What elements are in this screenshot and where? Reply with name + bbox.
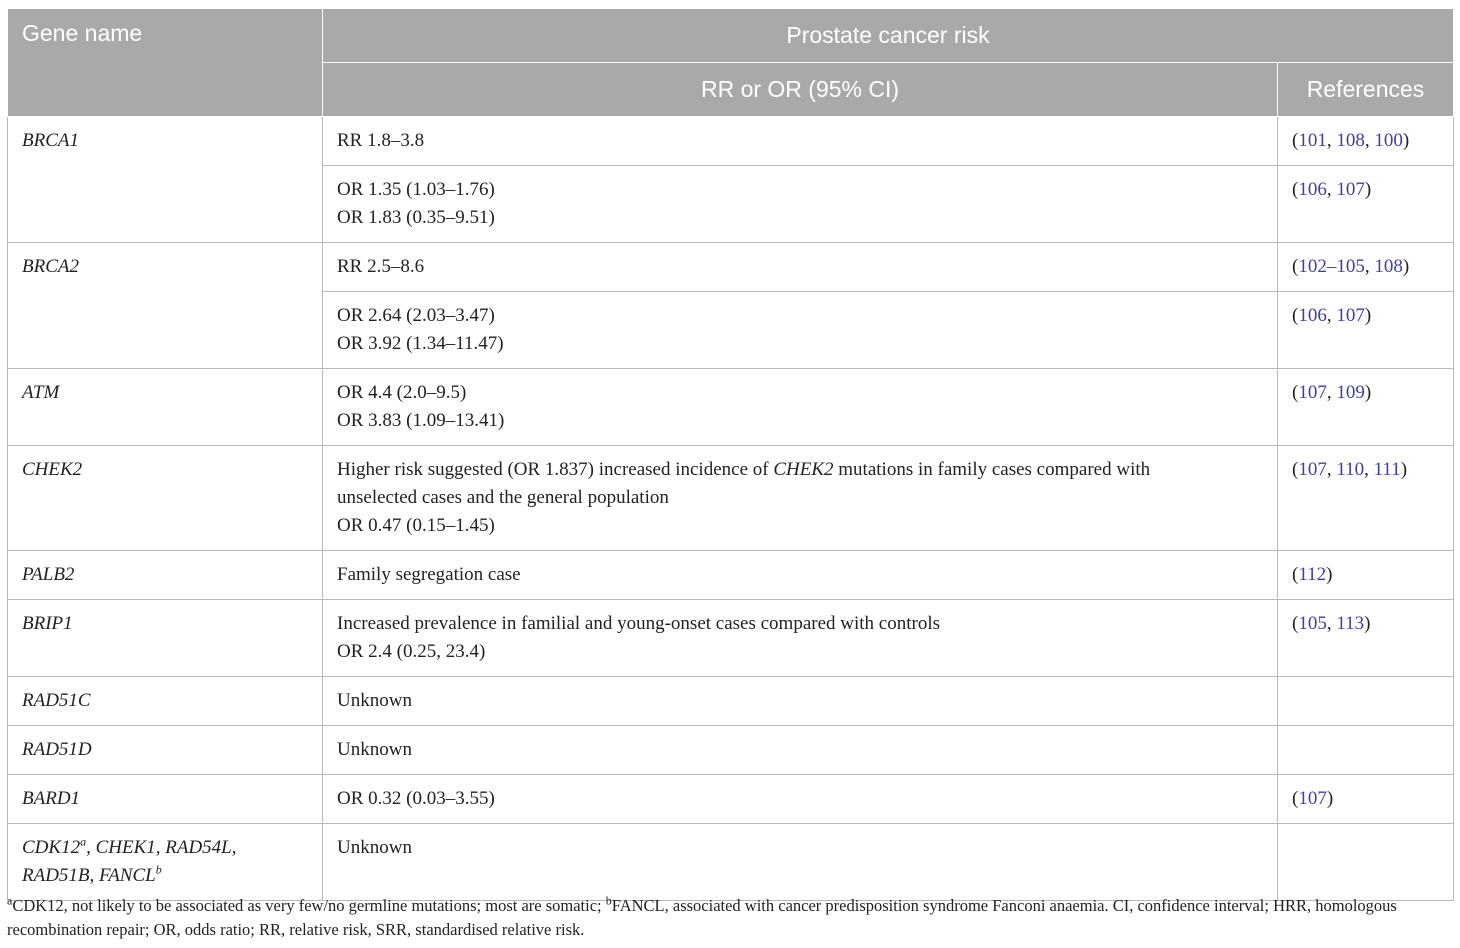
reference-link[interactable]: 107 xyxy=(1336,305,1365,326)
risk-value-cell xyxy=(323,243,1278,292)
risk-value-line: OR 0.47 (0.15–1.45) xyxy=(337,515,495,536)
risk-value-line: Increased prevalence in familial and young-onset cases compared with controls xyxy=(337,613,941,634)
reference-link[interactable]: 100 xyxy=(1374,130,1403,151)
risk-value-cell xyxy=(323,775,1278,824)
table-row xyxy=(8,775,1454,824)
reference-link[interactable]: 101 xyxy=(1298,130,1327,151)
header-prostate-cancer-risk: Prostate cancer risk xyxy=(323,9,1454,63)
references-cell: (105, 113) xyxy=(1278,600,1454,677)
footnote-a-text: CDK12, not likely to be associated as very few/no germline mutations; most are somatic; xyxy=(12,896,606,915)
table-row xyxy=(8,369,1454,446)
risk-value-line: Family segregation case xyxy=(337,564,521,585)
reference-link[interactable]: 106 xyxy=(1298,305,1327,326)
table-row xyxy=(8,726,1454,775)
references-cell: (102–105, 108) xyxy=(1278,243,1454,292)
risk-value-line: unselected cases and the general population xyxy=(337,487,669,508)
footnote-mark-b: b xyxy=(605,893,612,908)
references-cell: (112) xyxy=(1278,551,1454,600)
reference-link[interactable]: 105 xyxy=(1298,613,1327,634)
gene-cell: BARD1 xyxy=(8,775,323,824)
gene-risk-table xyxy=(7,8,1454,901)
risk-value-line: RR 2.5–8.6 xyxy=(337,256,425,277)
header-gene-name: Gene name xyxy=(8,9,323,117)
references-cell xyxy=(1278,726,1454,775)
gene-cell: BRIP1 xyxy=(8,600,323,677)
risk-value-line: OR 1.83 (0.35–9.51) xyxy=(337,207,495,228)
risk-value-cell xyxy=(323,600,1278,677)
reference-link[interactable]: 107 xyxy=(1298,459,1327,480)
risk-value-line: OR 2.4 (0.25, 23.4) xyxy=(337,641,486,662)
gene-cell: BRCA2 xyxy=(8,243,323,369)
reference-link[interactable]: 109 xyxy=(1336,382,1365,403)
risk-value-line: OR 3.92 (1.34–11.47) xyxy=(337,333,504,354)
references-cell: (107) xyxy=(1278,775,1454,824)
table-row xyxy=(8,117,1454,166)
reference-link[interactable]: 107 xyxy=(1298,382,1327,403)
reference-link[interactable]: 107 xyxy=(1298,788,1327,809)
references-cell xyxy=(1278,824,1454,901)
table-container xyxy=(7,8,1453,901)
reference-link[interactable]: 102–105 xyxy=(1298,256,1365,277)
footnote-mark: b xyxy=(155,862,162,877)
risk-value-cell xyxy=(323,117,1278,166)
risk-value-line: OR 0.32 (0.03–3.55) xyxy=(337,788,495,809)
header-rr-or: RR or OR (95% CI) xyxy=(323,63,1278,117)
reference-link[interactable]: 107 xyxy=(1336,179,1365,200)
references-cell: (106, 107) xyxy=(1278,292,1454,369)
risk-value-line: RR 1.8–3.8 xyxy=(337,130,425,151)
footnote-mark: a xyxy=(80,834,87,849)
reference-link[interactable]: 110 xyxy=(1336,459,1365,480)
table-row xyxy=(8,824,1454,901)
table-footnote xyxy=(7,894,1453,942)
risk-value-line: Unknown xyxy=(337,690,412,711)
reference-link[interactable]: 111 xyxy=(1373,459,1401,480)
gene-cell: CHEK2 xyxy=(8,446,323,551)
reference-link[interactable]: 106 xyxy=(1298,179,1327,200)
risk-value-line: Unknown xyxy=(337,739,412,760)
risk-value-cell xyxy=(323,166,1278,243)
references-cell: (106, 107) xyxy=(1278,166,1454,243)
risk-value-cell xyxy=(323,551,1278,600)
reference-link[interactable]: 108 xyxy=(1374,256,1403,277)
risk-value-line: OR 4.4 (2.0–9.5) xyxy=(337,382,467,403)
reference-link[interactable]: 113 xyxy=(1336,613,1365,634)
gene-cell: ATM xyxy=(8,369,323,446)
gene-cell: PALB2 xyxy=(8,551,323,600)
footnote-mark-a: a xyxy=(7,893,13,908)
risk-value-line: OR 2.64 (2.03–3.47) xyxy=(337,305,495,326)
table-row xyxy=(8,677,1454,726)
gene-name-part: RAD51B, FANCL xyxy=(22,865,156,886)
references-cell: (101, 108, 100) xyxy=(1278,117,1454,166)
header-references: References xyxy=(1278,63,1454,117)
gene-name-part: , CHEK1, RAD54L, xyxy=(86,837,237,858)
table-row xyxy=(8,243,1454,292)
risk-value-line: OR 3.83 (1.09–13.41) xyxy=(337,410,505,431)
table-row xyxy=(8,600,1454,677)
footnote-b-text: FANCL, associated with cancer predisposition syndrome Fanconi anaemia. CI, confidence interval; HRR, homologous recombination repair; OR, odds ratio; RR, relative risk, SRR, standardised relative risk. xyxy=(7,896,1397,939)
table-body xyxy=(8,117,1454,901)
gene-name-part: CDK12 xyxy=(22,837,81,858)
risk-value-cell xyxy=(323,446,1278,551)
gene-cell xyxy=(8,824,323,901)
risk-value-cell xyxy=(323,726,1278,775)
references-cell: (107, 110, 111) xyxy=(1278,446,1454,551)
references-cell: (107, 109) xyxy=(1278,369,1454,446)
table-row xyxy=(8,446,1454,551)
risk-value-cell xyxy=(323,677,1278,726)
gene-cell: RAD51D xyxy=(8,726,323,775)
gene-cell: RAD51C xyxy=(8,677,323,726)
reference-link[interactable]: 112 xyxy=(1298,564,1327,585)
gene-cell: BRCA1 xyxy=(8,117,323,243)
risk-value-line: Unknown xyxy=(337,837,412,858)
risk-value-line: Higher risk suggested (OR 1.837) increased incidence of CHEK2 mutations in family cases compared with xyxy=(337,459,1151,480)
table-row xyxy=(8,551,1454,600)
reference-link[interactable]: 108 xyxy=(1336,130,1365,151)
risk-value-line: OR 1.35 (1.03–1.76) xyxy=(337,179,495,200)
risk-value-cell xyxy=(323,292,1278,369)
risk-value-cell xyxy=(323,824,1278,901)
references-cell xyxy=(1278,677,1454,726)
risk-value-cell xyxy=(323,369,1278,446)
